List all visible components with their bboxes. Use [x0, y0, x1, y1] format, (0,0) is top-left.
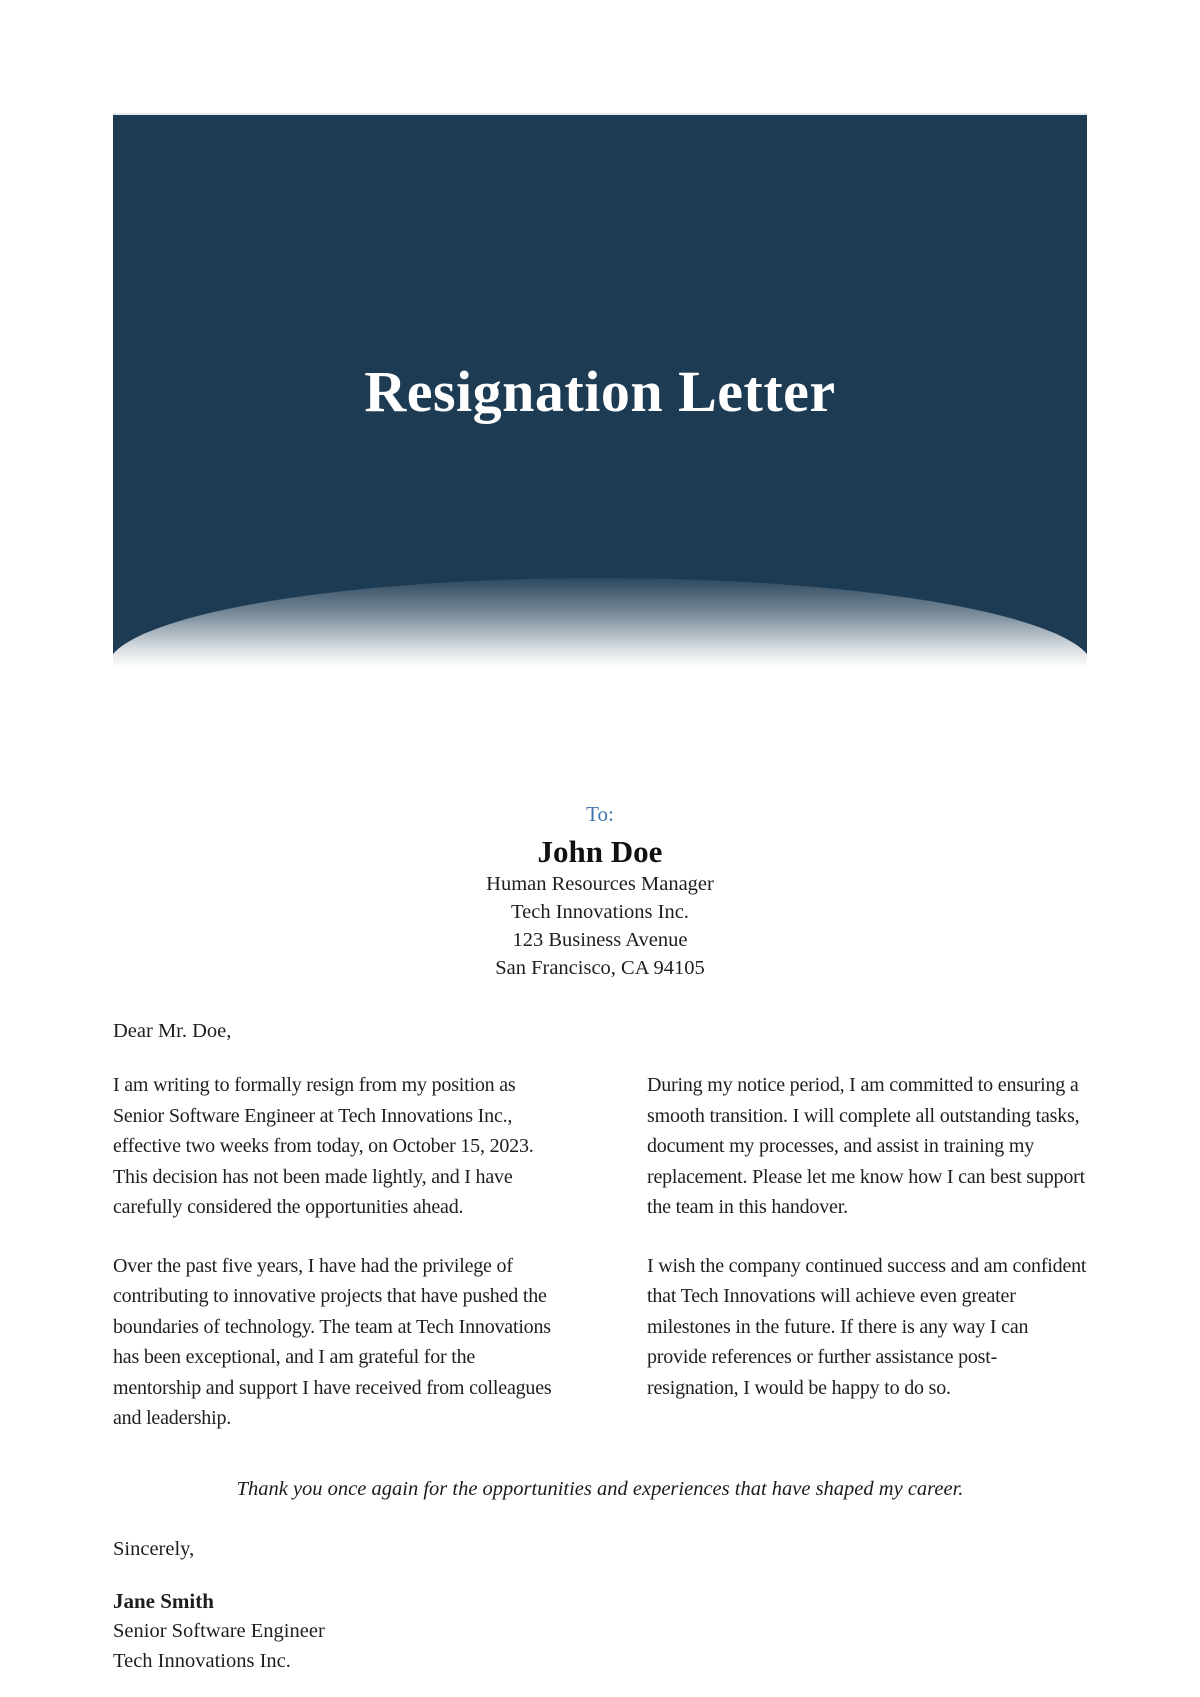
thank-you-line: Thank you once again for the opportunities and experiences that have shaped my career. [236, 1477, 964, 1500]
salutation: Dear Mr. Doe, [113, 1020, 232, 1042]
closing-salutation: Sincerely, [113, 1537, 195, 1560]
body-paragraph: Over the past five years, I have had the privilege of contributing to innovative projects that have pushed the boundaries of technology. The team at Tech Innovations has been exceptional, and I am grateful for the mentorship and support I have received from colleagues and leadership. [113, 1254, 552, 1429]
recipient-to-label: To: [586, 802, 614, 826]
recipient-name: John Doe [537, 834, 663, 869]
recipient-street-address: 123 Business Avenue [512, 929, 688, 951]
sender-name: Jane Smith [113, 1588, 214, 1613]
recipient-company: Tech Innovations Inc. [511, 901, 689, 923]
sender-job-title: Senior Software Engineer [113, 1619, 325, 1642]
recipient-city-address: San Francisco, CA 94105 [495, 957, 705, 979]
header-banner [113, 113, 1087, 668]
document-title: Resignation Letter [364, 358, 836, 424]
body-column-right [647, 1070, 1087, 1434]
recipient-block [113, 800, 1087, 982]
body-column-left [113, 1070, 553, 1434]
body-paragraph: I wish the company continued success and am confident that Tech Innovations will achieve even greater milestones in the future. If there is any way I can provide references or further assistance post-resignation, I would be happy to do so. [647, 1254, 1087, 1399]
recipient-job-title: Human Resources Manager [486, 873, 714, 895]
body-columns [113, 1070, 1087, 1434]
body-paragraph: I am writing to formally resign from my position as Senior Software Engineer at Tech Innovations Inc., effective two weeks from today, on October 15, 2023. This decision has not been made lightly, and I have carefully considered the opportunities ahead. [113, 1074, 534, 1218]
signature-block [113, 1586, 1087, 1676]
sender-company: Tech Innovations Inc. [113, 1649, 291, 1672]
letter-content [113, 800, 1087, 1676]
body-paragraph: During my notice period, I am committed to ensuring a smooth transition. I will complete all outstanding tasks, document my processes, and assist in training my replacement. Please let me know how I can best support the team in this handover. [647, 1074, 1085, 1218]
